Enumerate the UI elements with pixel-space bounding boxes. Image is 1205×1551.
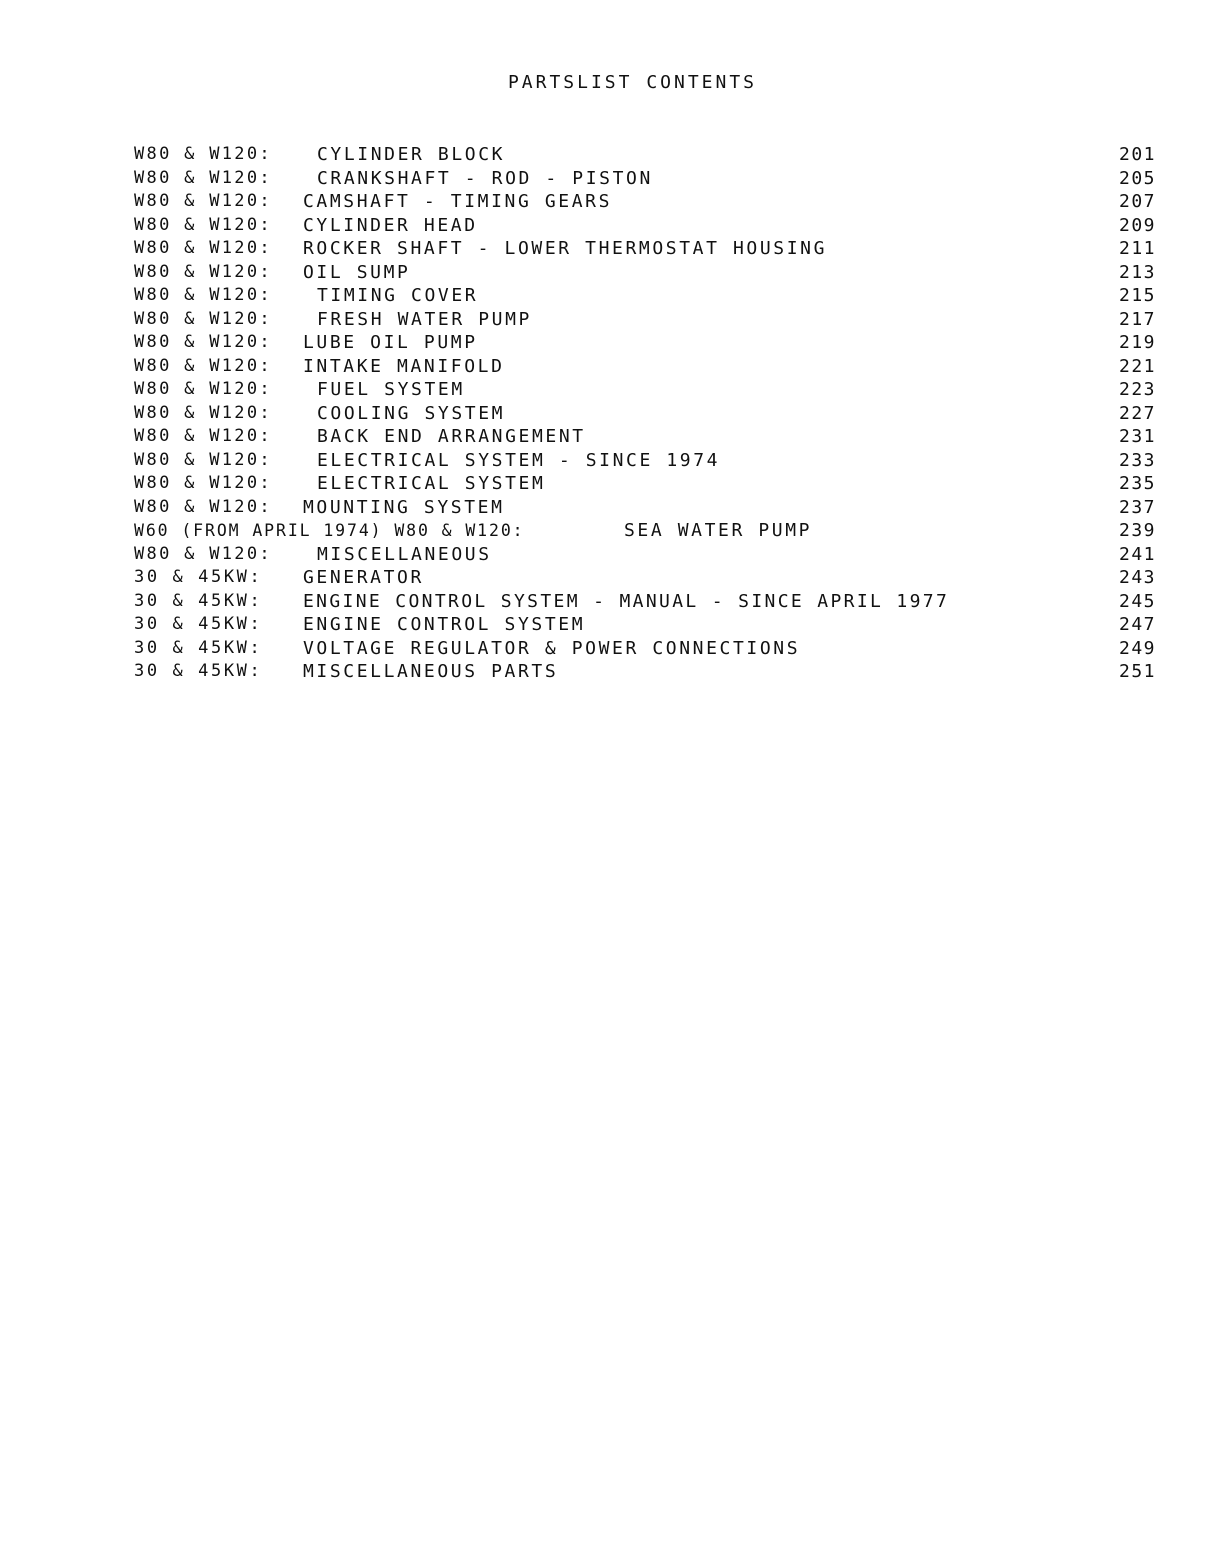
- entry-page-number: 233: [1118, 449, 1156, 471]
- entry-title: CYLINDER HEAD: [303, 214, 478, 236]
- contents-entry: [134, 190, 1156, 214]
- entry-page-number: 243: [1118, 567, 1156, 588]
- entry-title: VOLTAGE REGULATOR & POWER CONNECTIONS: [303, 637, 801, 659]
- entry-page-number: 213: [1118, 261, 1156, 283]
- entry-page-number: 231: [1118, 426, 1156, 447]
- entry-page-number: 207: [1118, 191, 1156, 212]
- entry-page-number: 209: [1118, 214, 1156, 236]
- entry-page-number: 223: [1118, 379, 1156, 400]
- contents-list: [134, 143, 1156, 684]
- contents-entry: [134, 449, 1156, 473]
- entry-page-number: 249: [1118, 637, 1156, 659]
- contents-entry: [134, 472, 1156, 496]
- contents-entry: [134, 167, 1156, 191]
- contents-entry: [134, 331, 1156, 355]
- entry-model-prefix: 30 & 45KW:: [134, 567, 263, 587]
- entry-title: BACK END ARRANGEMENT: [317, 426, 586, 447]
- entry-model-prefix: W80 & W120:: [134, 355, 272, 376]
- entry-page-number: 239: [1118, 520, 1156, 541]
- entry-model-prefix: 30 & 45KW:: [134, 590, 263, 611]
- entry-title: GENERATOR: [303, 567, 424, 588]
- contents-entry: [134, 637, 1156, 661]
- entry-title: INTAKE MANIFOLD: [303, 355, 505, 377]
- contents-entry: [134, 402, 1156, 426]
- entry-model-prefix: W80 & W120:: [134, 426, 272, 446]
- entry-model-prefix: W60 (FROM APRIL 1974) W80 & W120:: [134, 521, 525, 540]
- contents-entry: [134, 660, 1156, 684]
- entry-page-number: 241: [1118, 543, 1156, 565]
- entry-page-number: 205: [1118, 167, 1156, 189]
- entry-page-number: 219: [1118, 332, 1156, 353]
- entry-model-prefix: W80 & W120:: [134, 167, 272, 188]
- entry-title: ENGINE CONTROL SYSTEM: [303, 614, 586, 635]
- contents-entry: [134, 355, 1156, 379]
- contents-entry: [134, 214, 1156, 238]
- entry-page-number: 221: [1118, 355, 1156, 377]
- contents-entry: [134, 543, 1156, 567]
- entry-model-prefix: W80 & W120:: [134, 402, 272, 423]
- entry-title: ELECTRICAL SYSTEM - SINCE 1974: [317, 449, 721, 471]
- entry-model-prefix: W80 & W120:: [134, 214, 272, 235]
- entry-model-prefix: W80 & W120:: [134, 473, 272, 493]
- entry-page-number: 251: [1118, 661, 1156, 682]
- entry-title: CYLINDER BLOCK: [317, 144, 506, 165]
- entry-page-number: 211: [1118, 238, 1156, 259]
- entry-title: TIMING COVER: [317, 285, 479, 306]
- entry-model-prefix: W80 & W120:: [134, 144, 272, 164]
- contents-entry: [134, 237, 1156, 261]
- entry-page-number: 235: [1118, 473, 1156, 494]
- page-title: PARTSLIST CONTENTS: [507, 72, 758, 93]
- entry-model-prefix: W80 & W120:: [134, 191, 272, 211]
- entry-title: FUEL SYSTEM: [317, 379, 465, 400]
- contents-entry: [134, 284, 1156, 308]
- entry-page-number: 201: [1118, 144, 1156, 165]
- contents-entry: [134, 378, 1156, 402]
- entry-model-prefix: 30 & 45KW:: [134, 637, 263, 658]
- entry-page-number: 227: [1118, 402, 1156, 424]
- entry-page-number: 247: [1118, 614, 1156, 635]
- entry-model-prefix: 30 & 45KW:: [134, 661, 263, 681]
- entry-model-prefix: W80 & W120:: [134, 308, 272, 329]
- entry-model-prefix: W80 & W120:: [134, 332, 272, 352]
- entry-title: CRANKSHAFT - ROD - PISTON: [317, 167, 653, 189]
- entry-model-prefix: W80 & W120:: [134, 543, 272, 564]
- entry-title: FRESH WATER PUMP: [317, 308, 532, 330]
- entry-model-prefix: W80 & W120:: [134, 285, 272, 305]
- contents-entry: [134, 496, 1156, 520]
- entry-title: ELECTRICAL SYSTEM: [317, 473, 546, 494]
- entry-model-prefix: 30 & 45KW:: [134, 614, 263, 634]
- entry-title: LUBE OIL PUMP: [303, 332, 478, 353]
- contents-entry: [134, 425, 1156, 449]
- entry-page-number: 217: [1118, 308, 1156, 330]
- entry-page-number: 245: [1118, 590, 1156, 612]
- entry-model-prefix: W80 & W120:: [134, 496, 272, 517]
- entry-title: ENGINE CONTROL SYSTEM - MANUAL - SINCE APRIL 1977: [303, 590, 950, 612]
- entry-title: OIL SUMP: [303, 261, 411, 283]
- entry-model-prefix: W80 & W120:: [134, 238, 272, 258]
- entry-title: CAMSHAFT - TIMING GEARS: [303, 191, 613, 212]
- contents-entry: [134, 566, 1156, 590]
- entry-title: MOUNTING SYSTEM: [303, 496, 505, 518]
- entry-page-number: 237: [1118, 496, 1156, 518]
- contents-entry: [134, 261, 1156, 285]
- entry-model-prefix: W80 & W120:: [134, 379, 272, 399]
- entry-page-number: 215: [1118, 285, 1156, 306]
- contents-entry: [134, 308, 1156, 332]
- entry-model-prefix: W80 & W120:: [134, 449, 272, 470]
- entry-title: COOLING SYSTEM: [317, 402, 506, 424]
- contents-entry: [134, 519, 1156, 543]
- entry-model-prefix: W80 & W120:: [134, 261, 272, 282]
- entry-title: ROCKER SHAFT - LOWER THERMOSTAT HOUSING: [303, 238, 828, 259]
- contents-entry: [134, 590, 1156, 614]
- entry-title: SEA WATER PUMP: [624, 520, 813, 541]
- entry-title: MISCELLANEOUS PARTS: [303, 661, 559, 682]
- entry-title: MISCELLANEOUS: [317, 543, 492, 565]
- contents-entry: [134, 143, 1156, 167]
- contents-entry: [134, 613, 1156, 637]
